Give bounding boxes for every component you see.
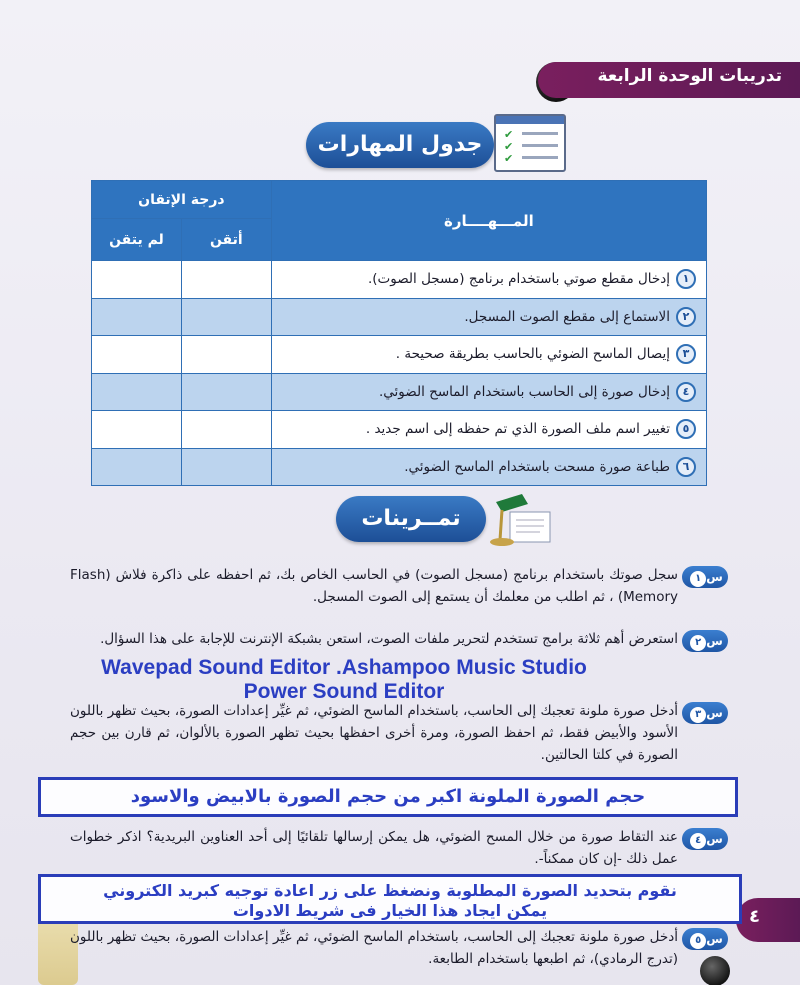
not-mastered-cell[interactable]: [92, 336, 182, 374]
answer-q4-box: [38, 874, 742, 924]
row-number: ٣: [676, 344, 696, 364]
exercises-section-title: تمــرينات: [336, 496, 486, 542]
row-number: ٦: [676, 457, 696, 477]
question-1-text: سجل صوتك باستخدام برنامج (مسجل الصوت) في الحاسب الخاص بك، ثم احفظه على ذاكرة فلاش (Flash Memory) ، ثم اطلب من معلمك أن يستمع إلى الصوت المسجل.: [70, 567, 678, 605]
skill-text: إيصال الماسح الضوئي بالحاسب بطريقة صحيحة .: [395, 346, 670, 363]
question-number: ٣: [690, 707, 706, 723]
question-5-text: أدخل صورة ملونة تعجبك إلى الحاسب، باستخدام الماسح الضوئي، ثم غيِّر إعدادات الصورة، بحيث تظهر باللون (تدرج الرمادي)، ثم اطبعها باستخدام الطابعة.: [70, 929, 678, 967]
table-row: [92, 298, 707, 336]
col-level-header: درجة الإتقان: [92, 181, 272, 219]
answer-q4-line1: نقوم بتحديد الصورة المطلوبة ونضغظ على زر اعادة توجيه كبريد الكتروني: [103, 881, 677, 900]
answer-q3-box: حجم الصورة الملونة اكبر من حجم الصورة بالابيض والاسود: [38, 777, 738, 817]
not-mastered-cell[interactable]: [92, 373, 182, 411]
not-mastered-cell[interactable]: [92, 261, 182, 299]
table-row: [92, 336, 707, 374]
table-row: [92, 261, 707, 299]
desk-lamp-icon: [488, 490, 552, 548]
question-number: ٥: [690, 933, 706, 949]
unit-title: تدريبات الوحدة الرابعة: [597, 66, 782, 86]
mastered-cell[interactable]: [181, 298, 271, 336]
question-1-tag: س١: [682, 566, 728, 588]
col-mastered-header: أتقن: [181, 219, 271, 261]
page-number: ٤: [749, 906, 760, 927]
col-not-mastered-header: لم يتقن: [92, 219, 182, 261]
row-number: ٥: [676, 419, 696, 439]
skill-text: طباعة صورة مسحت باستخدام الماسح الضوئي.: [404, 458, 670, 475]
row-number: ٤: [676, 382, 696, 402]
skill-text: إدخال مقطع صوتي باستخدام برنامج (مسجل الصوت).: [367, 271, 670, 288]
mastered-cell[interactable]: [181, 373, 271, 411]
answer-q4-line2: يمكن ايجاد هذا الخيار فى شريط الادوات: [232, 901, 548, 920]
table-row: [92, 373, 707, 411]
mastered-cell[interactable]: [181, 411, 271, 449]
skill-text: تغيير اسم ملف الصورة الذي تم حفظه إلى اسم جديد .: [365, 421, 670, 438]
question-2-text: استعرض أهم ثلاثة برامج تستخدم لتحرير ملفات الصوت، استعن بشبكة الإنترنت للإجابة على هذا السؤال.: [100, 631, 678, 647]
question-3-text: أدخل صورة ملونة تعجبك إلى الحاسب، باستخدام الماسح الضوئي، ثم غيِّر إعدادات الصورة، بحيث تظهر باللون الأسود والأبيض فقط، ثم احفظ الصورة، ومرة أخرى احفظها بحيث تظهر الصورة بالألوان، ثم قارن بين حجم الصورة في كلتا الحالتين.: [70, 703, 678, 763]
question-number: ٤: [690, 833, 706, 849]
question-4-tag: س٤: [682, 828, 728, 850]
not-mastered-cell[interactable]: [92, 298, 182, 336]
checklist-icon: ✔ ✔ ✔: [494, 114, 566, 172]
question-4-text: عند التقاط صورة من خلال المسح الضوئي، هل يمكن إرسالها تلقائيًا إلى أحد العناوين البريدية؟ اذكر خطوات عمل ذلك -إن كان ممكناً-.: [70, 829, 678, 867]
not-mastered-cell[interactable]: [92, 411, 182, 449]
answer-q2-line2: Power Sound Editor: [243, 680, 445, 703]
question-number: ١: [690, 571, 706, 587]
table-row: [92, 448, 707, 486]
mastered-cell[interactable]: [181, 448, 271, 486]
skill-text: إدخال صورة إلى الحاسب باستخدام الماسح الضوئي.: [378, 383, 670, 400]
not-mastered-cell[interactable]: [92, 448, 182, 486]
question-5-tag: س٥: [682, 928, 728, 950]
row-number: ١: [676, 269, 696, 289]
footer-knob: [700, 956, 730, 985]
skills-table: [91, 180, 707, 486]
col-skill-header: المـــهــــارة: [271, 181, 706, 261]
row-number: ٢: [676, 307, 696, 327]
mastered-cell[interactable]: [181, 336, 271, 374]
question-2-tag: س٢: [682, 630, 728, 652]
question-number: ٢: [690, 635, 706, 651]
table-row: [92, 411, 707, 449]
mastered-cell[interactable]: [181, 261, 271, 299]
skill-text: الاستماع إلى مقطع الصوت المسجل.: [464, 308, 670, 325]
answer-q2-line1: Wavepad Sound Editor .Ashampoo Music Studio: [101, 656, 587, 679]
question-3-tag: س٣: [682, 702, 728, 724]
page-number-tab: [736, 898, 800, 942]
skills-section-title: جدول المهارات: [306, 122, 494, 168]
